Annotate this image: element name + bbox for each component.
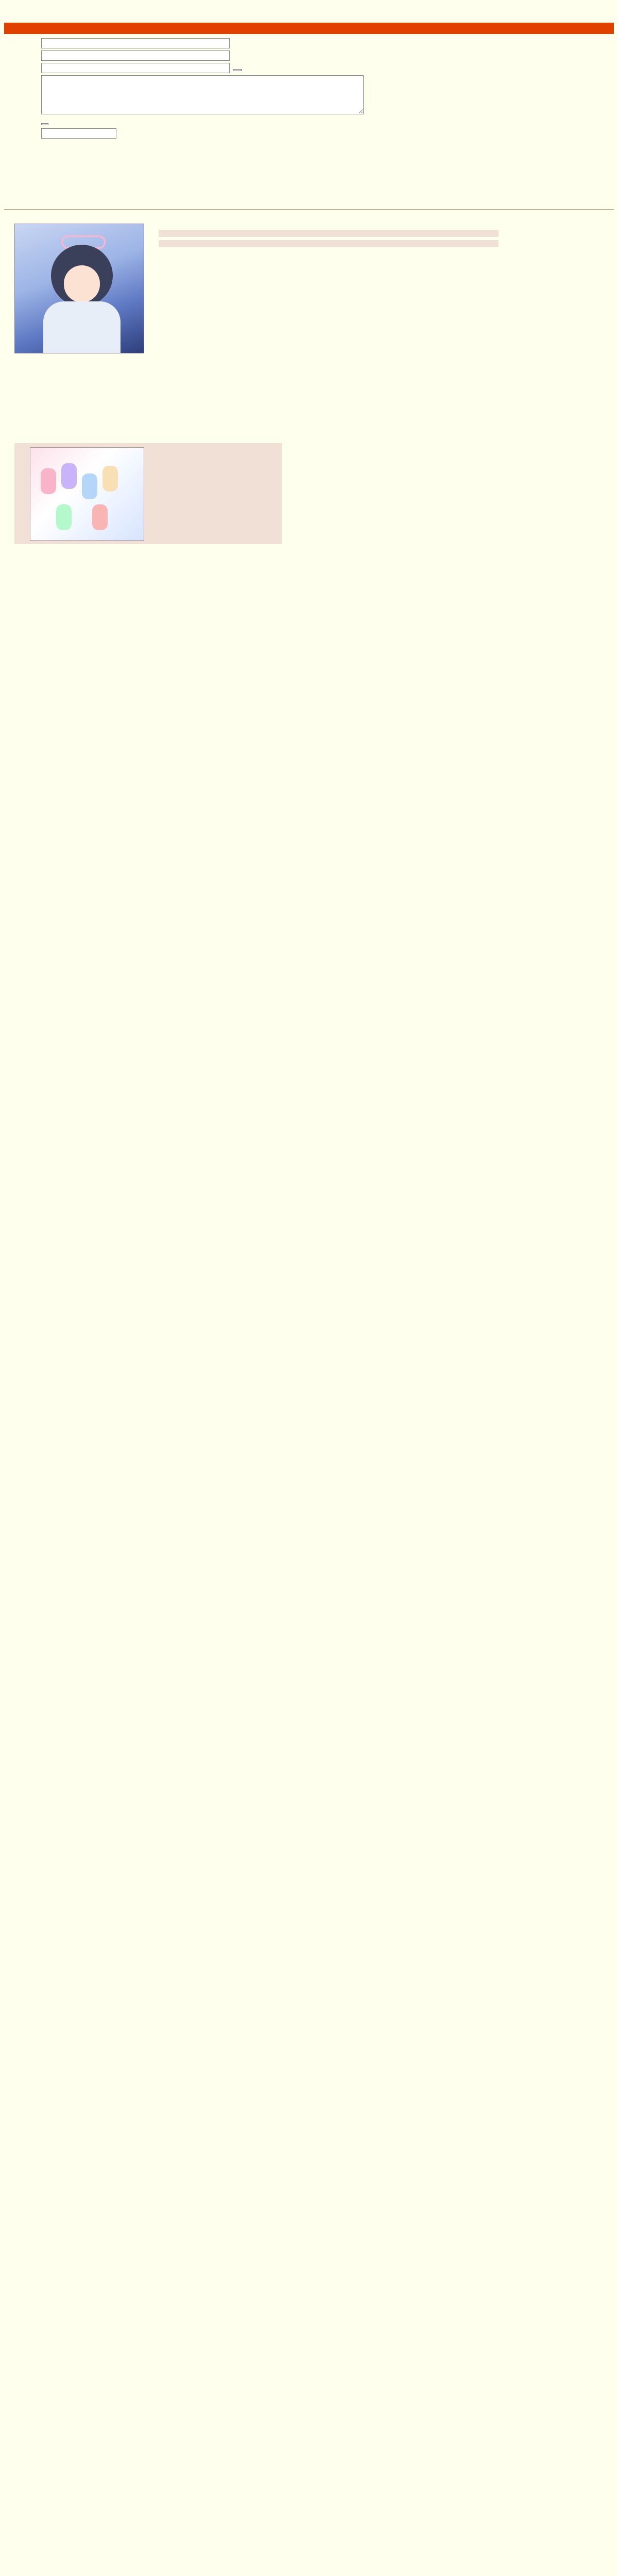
attachment-reply: [14, 443, 282, 544]
divider: [4, 209, 614, 210]
comment-label: [4, 74, 39, 117]
reply-mode-bar: [4, 23, 614, 34]
name-label: [4, 37, 39, 49]
delkey-label: [4, 127, 39, 140]
figure-shape: [102, 466, 118, 492]
email-label: [4, 49, 39, 62]
subject-label: [4, 62, 39, 74]
file-label: [4, 117, 39, 127]
reply-form: [4, 37, 396, 140]
op-post: [148, 227, 540, 250]
figure-shape: [41, 468, 56, 494]
op-thumbnail[interactable]: [14, 224, 144, 353]
attach-image[interactable]: [30, 447, 144, 541]
comment-textarea[interactable]: [41, 75, 364, 114]
choose-file-button[interactable]: [41, 123, 48, 125]
thumb-body: [43, 301, 121, 353]
inline-reply: [159, 240, 499, 247]
figure-shape: [56, 504, 72, 530]
name-input[interactable]: [41, 38, 230, 48]
delkey-input[interactable]: [41, 128, 116, 139]
submit-button[interactable]: [233, 69, 242, 71]
figure-shape: [61, 463, 77, 489]
inline-reply: [159, 230, 499, 237]
figure-shape: [92, 504, 108, 530]
subject-input[interactable]: [41, 63, 230, 73]
figure-shape: [82, 473, 97, 499]
thumb-face: [64, 265, 100, 302]
email-input[interactable]: [41, 50, 230, 61]
